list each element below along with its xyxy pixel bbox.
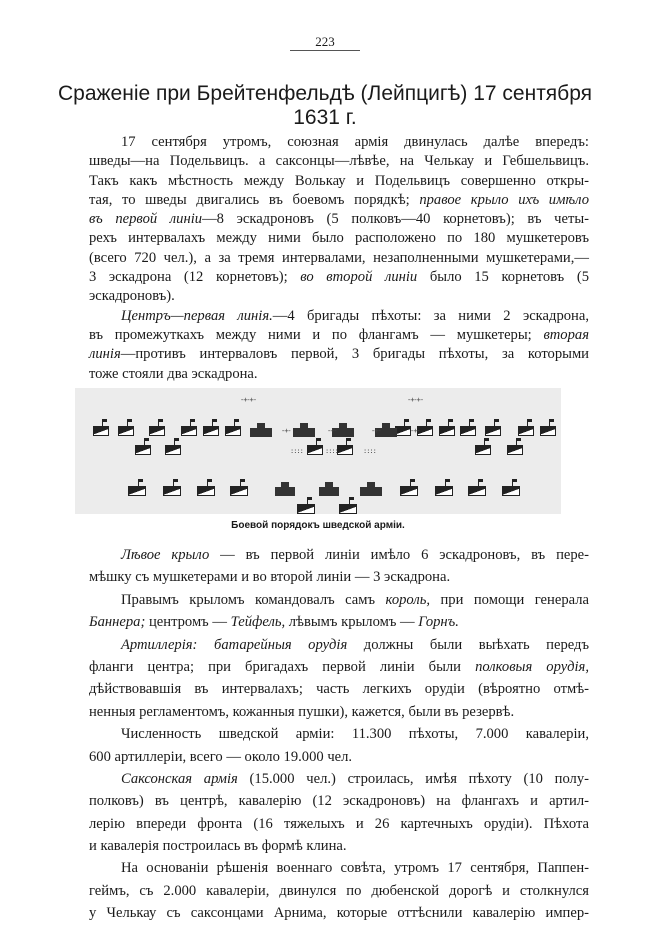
text-segment: ненныя регламентомъ, кожанныя пушки), кажется, были въ резервѣ. <box>89 703 515 720</box>
figure-caption: Боевой порядокъ шведской арміи. <box>231 520 405 531</box>
cavalry-squadron-icon <box>128 486 146 496</box>
text-segment: лерію впереди фронта (16 тяжелыхъ и 26 картечныхъ орудіи). Пѣхота <box>89 815 589 832</box>
cavalry-squadron-icon <box>475 445 491 455</box>
page-number: 223 <box>315 34 335 49</box>
text-segment: (15.000 чел.) строилась, имѣя пѣхоту (10 полу- <box>237 770 589 787</box>
italic-text: во второй линіи <box>300 269 418 286</box>
infantry-brigade-icon <box>250 428 272 437</box>
cavalry-squadron-icon <box>135 445 151 455</box>
text-segment: рехъ интервалахъ между ними было расположено по 180 мушкетеровъ <box>89 230 589 247</box>
text-line <box>89 191 589 210</box>
cavalry-squadron-icon <box>460 426 476 436</box>
text-segment: полковъ) въ центрѣ, кавалерію (12 эскадроновъ) на флангахъ и артил- <box>89 793 589 810</box>
text-segment: центромъ — <box>145 614 231 631</box>
text-segment: — въ первой линіи имѣло 6 эскадроновъ, въ пере- <box>209 547 590 563</box>
text-line <box>89 268 589 287</box>
text-line <box>89 611 589 633</box>
cavalry-squadron-icon <box>518 426 534 436</box>
text-line <box>89 133 589 152</box>
text-segment: дѣйствовавшія въ интервалахъ; часть легкихъ орудіи (вѣроятно отмѣ- <box>89 681 589 698</box>
musketeers-icon: -+- <box>410 427 420 435</box>
chapter-title-line-1: Сраженіе при Брейтенфельдѣ (Лейпцигѣ) 17 сентября <box>57 82 593 105</box>
cavalry-squadron-icon <box>337 445 353 455</box>
text-segment: На основаніи рѣшенія военнаго совѣта, утромъ 17 сентября, Паппен- <box>121 860 589 877</box>
cavalry-squadron-icon <box>118 426 134 436</box>
musketeers-icon: :::: <box>363 447 376 455</box>
text-line <box>89 566 589 588</box>
text-segment: Правымъ крыломъ командовалъ самъ <box>121 591 386 608</box>
artillery-battery-icon: -+-+- <box>240 396 257 404</box>
cavalry-squadron-icon <box>395 426 411 436</box>
text-segment: 3 эскадрона (12 корнетовъ); <box>89 269 301 286</box>
italic-text: Горнъ. <box>418 614 459 631</box>
text-segment: должны были выѣхать передъ <box>347 636 590 653</box>
musketeers-icon: :::: <box>290 447 303 455</box>
text-line <box>89 746 589 768</box>
text-segment: въ промежуткахъ между ними и по флангамъ — мушкетеры; <box>89 326 544 343</box>
text-line <box>89 172 589 191</box>
italic-text: въ первой линіи <box>89 211 203 228</box>
text-segment: у Челькау съ саксонцами Арнима, которые оттѣснили кавалерію импер- <box>89 905 589 922</box>
text-segment: —противъ интерваловъ первой, 3 бригады пѣхоты, за которыми <box>120 346 589 363</box>
musketeers-icon: :::: <box>325 447 338 455</box>
cavalry-squadron-icon <box>297 504 315 514</box>
text-line <box>89 152 589 171</box>
cavalry-squadron-icon <box>502 486 520 496</box>
text-line <box>89 701 589 723</box>
chapter-title-line-2: 1631 г. <box>293 106 357 129</box>
text-segment: —8 эскадроновъ (5 полковъ—40 корнетовъ); въ четы- <box>202 211 589 228</box>
body-text-bottom <box>89 544 589 925</box>
infantry-brigade-icon <box>293 428 315 437</box>
infantry-brigade-icon <box>360 487 382 496</box>
italic-text: вторая <box>543 326 589 343</box>
italic-text: Артиллерія: батарейныя орудія <box>121 636 348 653</box>
cavalry-squadron-icon <box>439 426 455 436</box>
infantry-brigade-icon <box>275 487 295 496</box>
italic-text: Центръ—первая линія. <box>121 307 273 324</box>
musketeers-icon: -+- <box>371 427 381 435</box>
cavalry-squadron-icon <box>435 486 453 496</box>
musketeers-icon: -+- <box>327 427 337 435</box>
italic-text: Тейфель, <box>230 614 286 631</box>
italic-text: Лѣвое крыло <box>121 547 210 563</box>
text-segment: Такъ какъ мѣстность между Волькау и Подельвицъ совершенно откры- <box>89 172 589 189</box>
text-line <box>89 656 589 678</box>
text-segment: геймъ, съ 2.000 кавалеріи, двинулся по дюбенской дорогѣ и столкнулся <box>89 882 589 899</box>
italic-text: король, <box>385 591 430 608</box>
text-line <box>89 835 589 857</box>
text-line <box>89 768 589 790</box>
text-line <box>89 880 589 902</box>
text-segment: эскадроновъ). <box>89 288 175 305</box>
text-line <box>89 902 589 924</box>
text-segment: фланги центра; при бригадахъ первой линіи были <box>89 658 476 675</box>
cavalry-squadron-icon <box>165 445 181 455</box>
text-segment: было 15 корнетовъ (5 <box>417 269 589 286</box>
infantry-brigade-icon <box>319 487 339 496</box>
text-line <box>89 249 589 268</box>
text-segment: 17 сентября утромъ, союзная армія двинулась далѣе впередъ: <box>121 134 589 150</box>
body-text-top <box>89 133 589 384</box>
cavalry-squadron-icon <box>468 486 486 496</box>
cavalry-squadron-icon <box>225 426 241 436</box>
cavalry-squadron-icon <box>339 504 357 514</box>
artillery-battery-icon: -+-+- <box>407 396 424 404</box>
cavalry-squadron-icon <box>307 445 323 455</box>
cavalry-squadron-icon <box>149 426 165 436</box>
text-segment: тоже стояли два эскадрона. <box>89 365 258 382</box>
italic-text: линія <box>89 346 121 363</box>
text-segment: 600 артиллеріи, всего — около 19.000 чел. <box>89 748 353 765</box>
text-line <box>89 229 589 248</box>
text-line <box>89 365 589 384</box>
cavalry-squadron-icon <box>197 486 215 496</box>
text-line <box>89 210 589 229</box>
text-line <box>89 345 589 364</box>
cavalry-squadron-icon <box>507 445 523 455</box>
italic-text: правое крыло ихъ имѣло <box>419 191 589 208</box>
text-line <box>89 813 589 835</box>
text-line <box>89 857 589 879</box>
text-line <box>89 307 589 326</box>
text-segment: —4 бригады пѣхоты: за ними 2 эскадрона, <box>272 307 589 324</box>
text-segment: шведы—на Подельвицъ. а саксонцы—лѣвѣе, на Челькау и Гебшельвицъ. <box>89 153 589 170</box>
cavalry-squadron-icon <box>485 426 501 436</box>
text-segment: и кавалерія построилась въ формѣ клина. <box>89 838 347 855</box>
cavalry-squadron-icon <box>93 426 109 436</box>
text-line <box>89 589 589 611</box>
cavalry-squadron-icon <box>230 486 248 496</box>
page-number-rule <box>290 50 360 51</box>
text-segment: лѣвымъ крыломъ — <box>285 614 419 631</box>
text-segment: тая, то шведы двигались въ боевомъ порядкѣ; <box>89 191 420 208</box>
cavalry-squadron-icon <box>181 426 197 436</box>
cavalry-squadron-icon <box>163 486 181 496</box>
italic-text: Саксонская армія <box>121 770 238 787</box>
text-line <box>89 790 589 812</box>
text-segment: (всего 720 чел.), а за тремя интервалами, незаполненными мушкетерами,— <box>89 249 589 266</box>
cavalry-squadron-icon <box>203 426 219 436</box>
cavalry-squadron-icon <box>540 426 556 436</box>
italic-text: Баннера; <box>89 614 146 631</box>
italic-text: полковыя орудія, <box>475 658 589 675</box>
text-line <box>89 544 589 566</box>
text-line <box>89 326 589 345</box>
text-line <box>89 723 589 745</box>
battle-order-figure <box>75 388 561 514</box>
text-line <box>89 678 589 700</box>
text-line <box>89 634 589 656</box>
text-line <box>89 287 589 306</box>
text-segment: мѣшку съ мушкетерами и во второй линіи — 3 эскадрона. <box>89 569 451 586</box>
cavalry-squadron-icon <box>400 486 418 496</box>
musketeers-icon: -+- <box>281 427 291 435</box>
text-segment: Численность шведской арміи: 11.300 пѣхоты, 7.000 кавалеріи, <box>121 726 589 743</box>
text-segment: при помощи генерала <box>430 591 589 608</box>
